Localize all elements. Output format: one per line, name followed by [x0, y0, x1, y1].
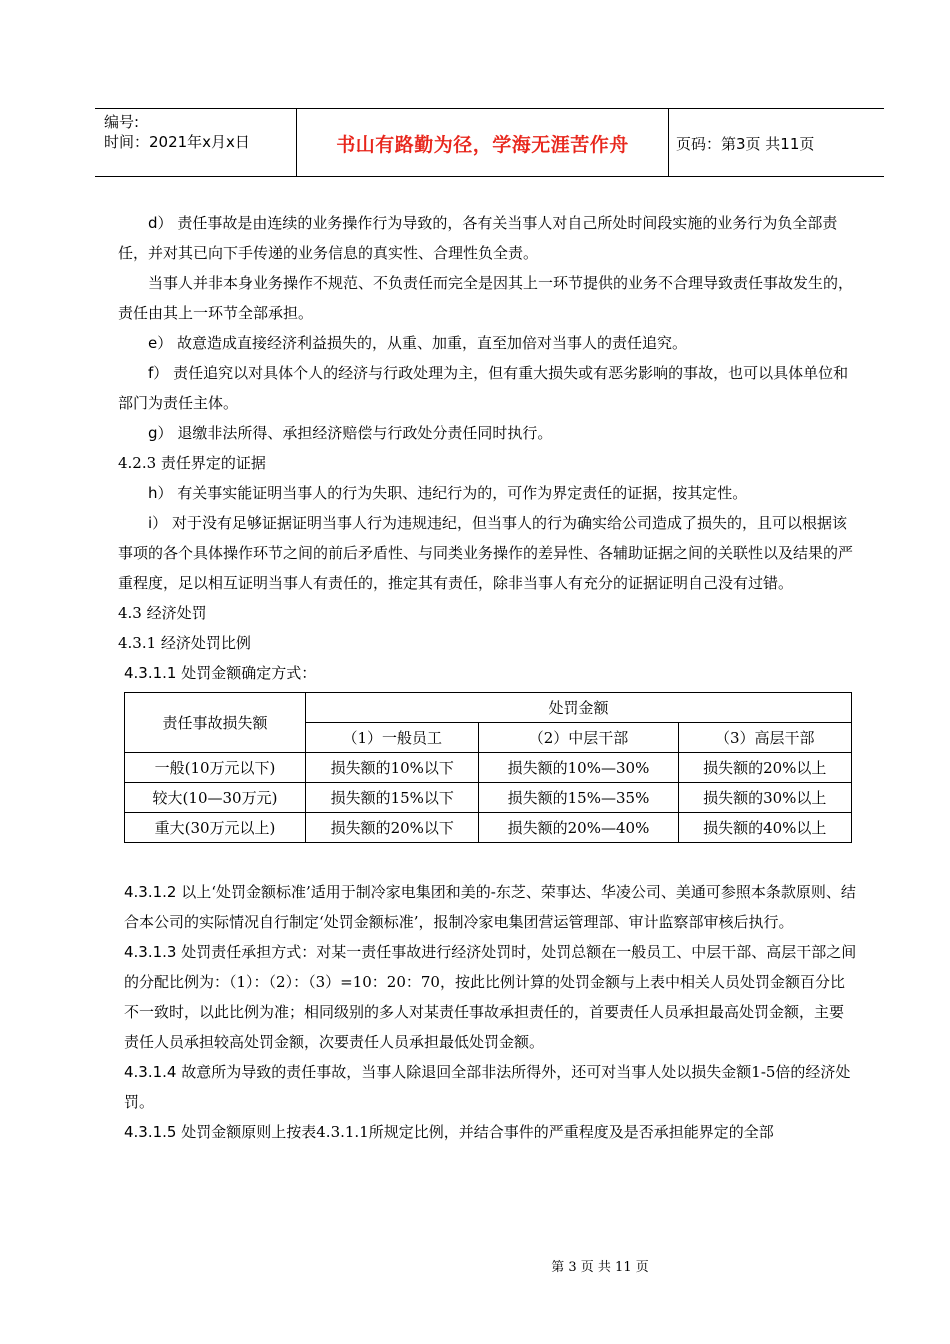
- paragraph-4-3-1-5: [118, 1117, 858, 1147]
- table-cell: 损失额的20%—40%: [479, 813, 678, 843]
- header-divider-right: [668, 108, 669, 176]
- table-cell: 损失额的10%以下: [306, 753, 479, 783]
- table-cell: 损失额的20%以下: [306, 813, 479, 843]
- table-cell: 损失额的30%以上: [678, 783, 851, 813]
- paragraph-4-3-1-3: [118, 937, 858, 1057]
- header-motto: 书山有路勤为径，学海无涯苦作舟: [336, 134, 629, 156]
- table-row: [125, 753, 852, 783]
- table-cell: 损失额的15%—35%: [479, 783, 678, 813]
- paragraph-text: 故意造成直接经济利益损失的，从重、加重，直至加倍对当事人的责任追究。: [177, 334, 688, 352]
- section-4-2-3-heading: 4.2.3 责任界定的证据: [118, 454, 266, 472]
- table-subheader-staff: （1）一般员工: [306, 723, 479, 753]
- paragraph-text: 责任追究以对具体个人的经济与行政处理为主，但有重大损失或有恶劣影响的事故，也可以具体单位和部门为责任主体。: [118, 364, 849, 412]
- paragraph-note: [118, 268, 858, 328]
- section-4-3-1-heading: 4.3.1 经济处罚比例: [118, 634, 251, 652]
- paragraph-4-3-1-4: [118, 1057, 858, 1117]
- doc-number-label: 编号:: [104, 113, 140, 131]
- item-label: 4.3.1.4: [124, 1063, 177, 1081]
- paragraph-4-3-1-2: [118, 877, 858, 937]
- table-row: [125, 813, 852, 843]
- table-cell: 损失额的15%以下: [306, 783, 479, 813]
- table-row: [125, 783, 852, 813]
- page-footer: 第 3 页 共 11 页: [551, 1260, 649, 1275]
- item-label: g）: [148, 424, 173, 442]
- paragraph-h: [118, 478, 858, 508]
- table-cell: 较大(10—30万元): [125, 783, 306, 813]
- item-label: 4.3.1.3: [124, 943, 177, 961]
- header-page-label: 页码：第3页 共11页: [676, 135, 815, 153]
- paragraph-i: [118, 508, 858, 598]
- item-label: f）: [148, 364, 169, 382]
- document-body: [118, 208, 858, 1147]
- paragraph-f: [118, 358, 858, 418]
- table-cell: 一般(10万元以下): [125, 753, 306, 783]
- item-label: e）: [148, 334, 173, 352]
- paragraph-text: 处罚责任承担方式：对某一责任事故进行经济处罚时，处罚总额在一般员工、中层干部、高层干部之间的分配比例为：（1）：（2）：（3）=10：20：70，按此比例计算的处罚金额与上表中相关人员处罚金额百分比不一致时，以此比例为准；相同级别的多人对某责任事故承担责任的，首要责任人员承担最高处罚金额，主要责任人员承担较高处罚金额，次要责任人员承担最低处罚金额。: [124, 943, 857, 1051]
- table-header-penalty: 处罚金额: [306, 693, 852, 723]
- table-subheader-middle: （2）中层干部: [479, 723, 678, 753]
- table-cell: 损失额的40%以上: [678, 813, 851, 843]
- section-4-3-1-1-heading: 4.3.1.1 处罚金额确定方式：: [124, 664, 317, 682]
- paragraph-e: [118, 328, 858, 358]
- header-bottom-rule: [95, 176, 884, 177]
- paragraph-text: 对于没有足够证据证明当事人行为违规违纪，但当事人的行为确实给公司造成了损失的，且可以根据该事项的各个具体操作环节之间的前后矛盾性、与同类业务操作的差异性、各辅助证据之间的关联性以及结果的严重程度，足以相互证明当事人有责任的，推定其有责任，除非当事人有充分的证据证明自己没有过错。: [118, 514, 854, 592]
- paragraph-text: 责任事故是由连续的业务操作行为导致的，各有关当事人对自己所处时间段实施的业务行为负全部责任，并对其已向下手传递的业务信息的真实性、合理性负全责。: [118, 214, 838, 262]
- item-label: d）: [148, 214, 173, 232]
- table-header-loss: 责任事故损失额: [125, 693, 306, 753]
- item-label: i）: [148, 514, 168, 532]
- item-label: h）: [148, 484, 173, 502]
- paragraph-d: [118, 208, 858, 268]
- table-cell: 损失额的20%以上: [678, 753, 851, 783]
- paragraph-text: 有关事实能证明当事人的行为失职、违纪行为的，可作为界定责任的证据，按其定性。: [177, 484, 748, 502]
- paragraph-text: 以上‘处罚金额标准’适用于制冷家电集团和美的-东芝、荣事达、华凌公司、美通可参照本条款原则、结合本公司的实际情况自行制定‘处罚金额标准’，报制冷家电集团营运管理部、审计监察部审核后执行。: [124, 883, 856, 931]
- doc-time-label: 时间：2021年x月x日: [104, 133, 250, 151]
- penalty-table: [124, 692, 852, 843]
- paragraph-text: 退缴非法所得、承担经济赔偿与行政处分责任同时执行。: [177, 424, 553, 442]
- header-meta: [104, 112, 250, 152]
- paragraph-text: 处罚金额原则上按表4.3.1.1所规定比例，并结合事件的严重程度及是否承担能界定的全部: [181, 1123, 774, 1141]
- paragraph-text: 故意所为导致的责任事故，当事人除退回全部非法所得外，还可对当事人处以损失金额1-5倍的经济处罚。: [124, 1063, 851, 1111]
- section-4-3-heading: 4.3 经济处罚: [118, 604, 207, 622]
- paragraph-text: 当事人并非本身业务操作不规范、不负责任而完全是因其上一环节提供的业务不合理导致责任事故发生的，责任由其上一环节全部承担。: [118, 274, 854, 322]
- table-subheader-senior: （3）高层干部: [678, 723, 851, 753]
- table-cell: 损失额的10%—30%: [479, 753, 678, 783]
- header-top-rule: [95, 108, 884, 109]
- table-header-row: [125, 693, 852, 723]
- table-cell: 重大(30万元以上): [125, 813, 306, 843]
- paragraph-g: [118, 418, 858, 448]
- item-label: 4.3.1.2: [124, 883, 177, 901]
- item-label: 4.3.1.5: [124, 1123, 177, 1141]
